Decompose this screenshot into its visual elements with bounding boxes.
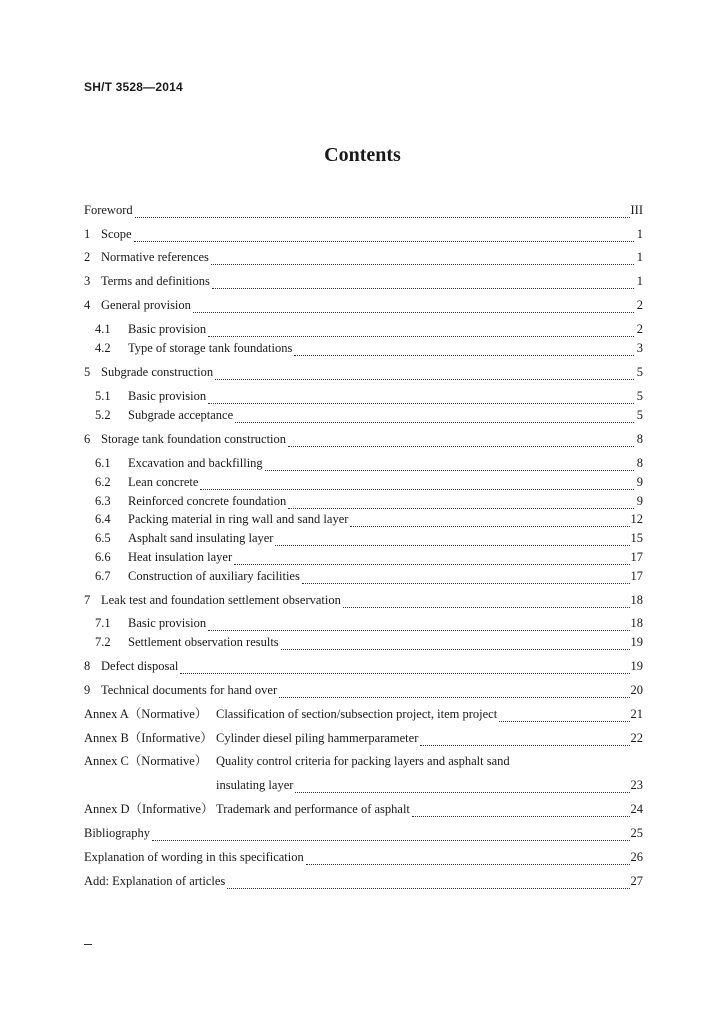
toc-label: Packing material in ring wall and sand layer (128, 512, 349, 526)
toc-entry-articles[interactable] (84, 873, 643, 889)
annex-label: Annex A（Normative） (84, 707, 208, 721)
toc-number: 6.5 (95, 531, 111, 545)
toc-page: 1 (636, 227, 643, 241)
footer-mark (84, 944, 92, 945)
dot-leader (302, 571, 630, 584)
toc-number: 7 (84, 593, 91, 607)
toc-page: 18 (630, 593, 643, 607)
toc-entry-annex-c-cont[interactable] (216, 777, 643, 793)
toc-number: 7.1 (95, 616, 111, 630)
toc-label: General provision (101, 298, 191, 312)
toc-page: 3 (636, 341, 643, 355)
toc-entry-9[interactable] (84, 682, 643, 698)
dot-leader (208, 618, 629, 631)
dot-leader (279, 685, 629, 698)
toc-page: 1 (636, 274, 643, 288)
annex-label: Annex B（Informative） (84, 731, 213, 745)
toc-label: Add: Explanation of articles (84, 874, 226, 888)
toc-page: 15 (630, 531, 643, 545)
dot-leader (235, 410, 634, 423)
dot-leader (295, 780, 629, 793)
toc-page: 17 (630, 550, 643, 564)
dot-leader (134, 229, 634, 242)
toc-entry-6-5[interactable] (95, 530, 643, 546)
toc-number: 1 (84, 227, 91, 241)
toc-entry-8[interactable] (84, 658, 643, 674)
toc-page: 20 (630, 683, 643, 697)
toc-entry-6-3[interactable] (95, 493, 643, 509)
dot-leader (281, 637, 630, 650)
toc-label: Leak test and foundation settlement observation (101, 593, 341, 607)
toc-label: Foreword (84, 203, 133, 217)
toc-page: 9 (636, 494, 643, 508)
toc-entry-wording[interactable] (84, 849, 643, 865)
toc-page: 2 (636, 322, 643, 336)
toc-entry-7-2[interactable] (95, 634, 643, 650)
dot-leader (227, 876, 629, 889)
toc-label: Basic provision (128, 322, 207, 336)
toc-label: Settlement observation results (128, 635, 279, 649)
toc-label: Cylinder diesel piling hammerparameter (216, 731, 419, 745)
toc-number: 2 (84, 250, 91, 264)
dot-leader (265, 458, 634, 471)
toc-page: 1 (636, 250, 643, 264)
annex-label: Annex D（Informative） (84, 802, 214, 816)
toc-entry-3[interactable] (84, 273, 643, 289)
toc-label: Bibliography (84, 826, 150, 840)
dot-leader (350, 514, 629, 527)
toc-number: 7.2 (95, 635, 111, 649)
toc-entry-6-4[interactable] (95, 511, 643, 527)
toc-label: Excavation and backfilling (128, 456, 263, 470)
toc-label: Subgrade construction (101, 365, 214, 379)
toc-number: 9 (84, 683, 91, 697)
toc-entry-1[interactable] (84, 226, 643, 242)
toc-number: 6.7 (95, 569, 111, 583)
toc-number: 4.1 (95, 322, 111, 336)
toc-page: 9 (636, 475, 643, 489)
toc-label: Basic provision (128, 389, 207, 403)
toc-number: 6.3 (95, 494, 111, 508)
toc-entry-5-1[interactable] (95, 388, 643, 404)
toc-number: 6 (84, 432, 91, 446)
toc-number: 6.6 (95, 550, 111, 564)
toc-page: 27 (630, 874, 643, 888)
toc-entry-6[interactable] (84, 431, 643, 447)
toc-label: Basic provision (128, 616, 207, 630)
toc-label: Explanation of wording in this specification (84, 850, 304, 864)
toc-label: Trademark and performance of asphalt (216, 802, 410, 816)
toc-entry-6-1[interactable] (95, 455, 643, 471)
toc-page: 5 (636, 389, 643, 403)
toc-entry-4[interactable] (84, 297, 643, 313)
toc-number: 5.2 (95, 408, 111, 422)
toc-number: 5 (84, 365, 91, 379)
toc-page: 22 (630, 731, 643, 745)
annex-label: Annex C（Normative） (84, 754, 208, 768)
toc-number: 4.2 (95, 341, 111, 355)
toc-label: Construction of auxiliary facilities (128, 569, 300, 583)
toc-page: 25 (630, 826, 643, 840)
toc-label: Scope (101, 227, 132, 241)
toc-page: 5 (636, 408, 643, 422)
dot-leader (180, 661, 629, 674)
toc-label: Heat insulation layer (128, 550, 233, 564)
toc-entry-annex-a[interactable] (84, 706, 643, 722)
dot-leader (208, 391, 634, 404)
dot-leader (135, 205, 630, 218)
page-title: Contents (324, 144, 401, 166)
toc-page: 8 (636, 456, 643, 470)
dot-leader (343, 595, 630, 608)
toc-entry-5-2[interactable] (95, 407, 643, 423)
dot-leader (499, 709, 629, 722)
dot-leader (200, 477, 634, 490)
toc-label: Quality control criteria for packing layers and asphalt sand (216, 754, 510, 768)
toc-label: Asphalt sand insulating layer (128, 531, 274, 545)
toc-entry-bibliography[interactable] (84, 825, 643, 841)
dot-leader (234, 552, 629, 565)
toc-page: 12 (630, 512, 643, 526)
dot-leader (412, 804, 630, 817)
toc-page: 5 (636, 365, 643, 379)
toc-label: Terms and definitions (101, 274, 210, 288)
dot-leader (211, 252, 634, 265)
toc-entry-2[interactable] (84, 249, 643, 265)
toc-number: 3 (84, 274, 91, 288)
toc-entry-annex-d[interactable] (84, 801, 643, 817)
toc-number: 6.4 (95, 512, 111, 526)
toc-number: 6.2 (95, 475, 111, 489)
toc-label: Subgrade acceptance (128, 408, 234, 422)
toc-page: 24 (630, 802, 643, 816)
toc-entry-6-2[interactable] (95, 474, 643, 490)
dot-leader (420, 733, 629, 746)
toc-number: 4 (84, 298, 91, 312)
toc-entry-annex-c[interactable] (84, 753, 643, 769)
toc-page: 19 (630, 635, 643, 649)
dot-leader (208, 324, 634, 337)
toc-number: 6.1 (95, 456, 111, 470)
dot-leader (275, 533, 629, 546)
dot-leader (212, 276, 634, 289)
toc-label: Technical documents for hand over (101, 683, 278, 697)
toc-label: Classification of section/subsection project, item project (216, 707, 498, 721)
toc-label: insulating layer (216, 778, 294, 792)
toc-entry-foreword[interactable] (84, 202, 643, 218)
toc-page: III (630, 203, 643, 217)
toc-entry-5[interactable] (84, 364, 643, 380)
dot-leader (215, 367, 634, 380)
toc-entry-4-1[interactable] (95, 321, 643, 337)
toc-label: Type of storage tank foundations (128, 341, 293, 355)
toc-number: 8 (84, 659, 91, 673)
toc-entry-7-1[interactable] (95, 615, 643, 631)
toc-page: 23 (630, 778, 643, 792)
toc-page: 19 (630, 659, 643, 673)
toc-entry-annex-b[interactable] (84, 730, 643, 746)
dot-leader (288, 434, 634, 447)
toc-number: 5.1 (95, 389, 111, 403)
dot-leader (306, 852, 630, 865)
toc-page: 18 (630, 616, 643, 630)
dot-leader (152, 828, 630, 841)
toc-page: 21 (630, 707, 643, 721)
toc-page: 26 (630, 850, 643, 864)
standard-code: SH/T 3528—2014 (84, 80, 183, 94)
toc-label: Storage tank foundation construction (101, 432, 287, 446)
toc-label: Reinforced concrete foundation (128, 494, 287, 508)
dot-leader (294, 343, 634, 356)
dot-leader (193, 300, 634, 313)
toc-page: 17 (630, 569, 643, 583)
toc-label: Lean concrete (128, 475, 199, 489)
toc-entry-6-7[interactable] (95, 568, 643, 584)
toc-page: 8 (636, 432, 643, 446)
toc-page: 2 (636, 298, 643, 312)
toc-entry-4-2[interactable] (95, 340, 643, 356)
toc-entry-7[interactable] (84, 592, 643, 608)
dot-leader (288, 496, 634, 509)
toc-entry-6-6[interactable] (95, 549, 643, 565)
toc-label: Defect disposal (101, 659, 179, 673)
toc-label: Normative references (101, 250, 209, 264)
